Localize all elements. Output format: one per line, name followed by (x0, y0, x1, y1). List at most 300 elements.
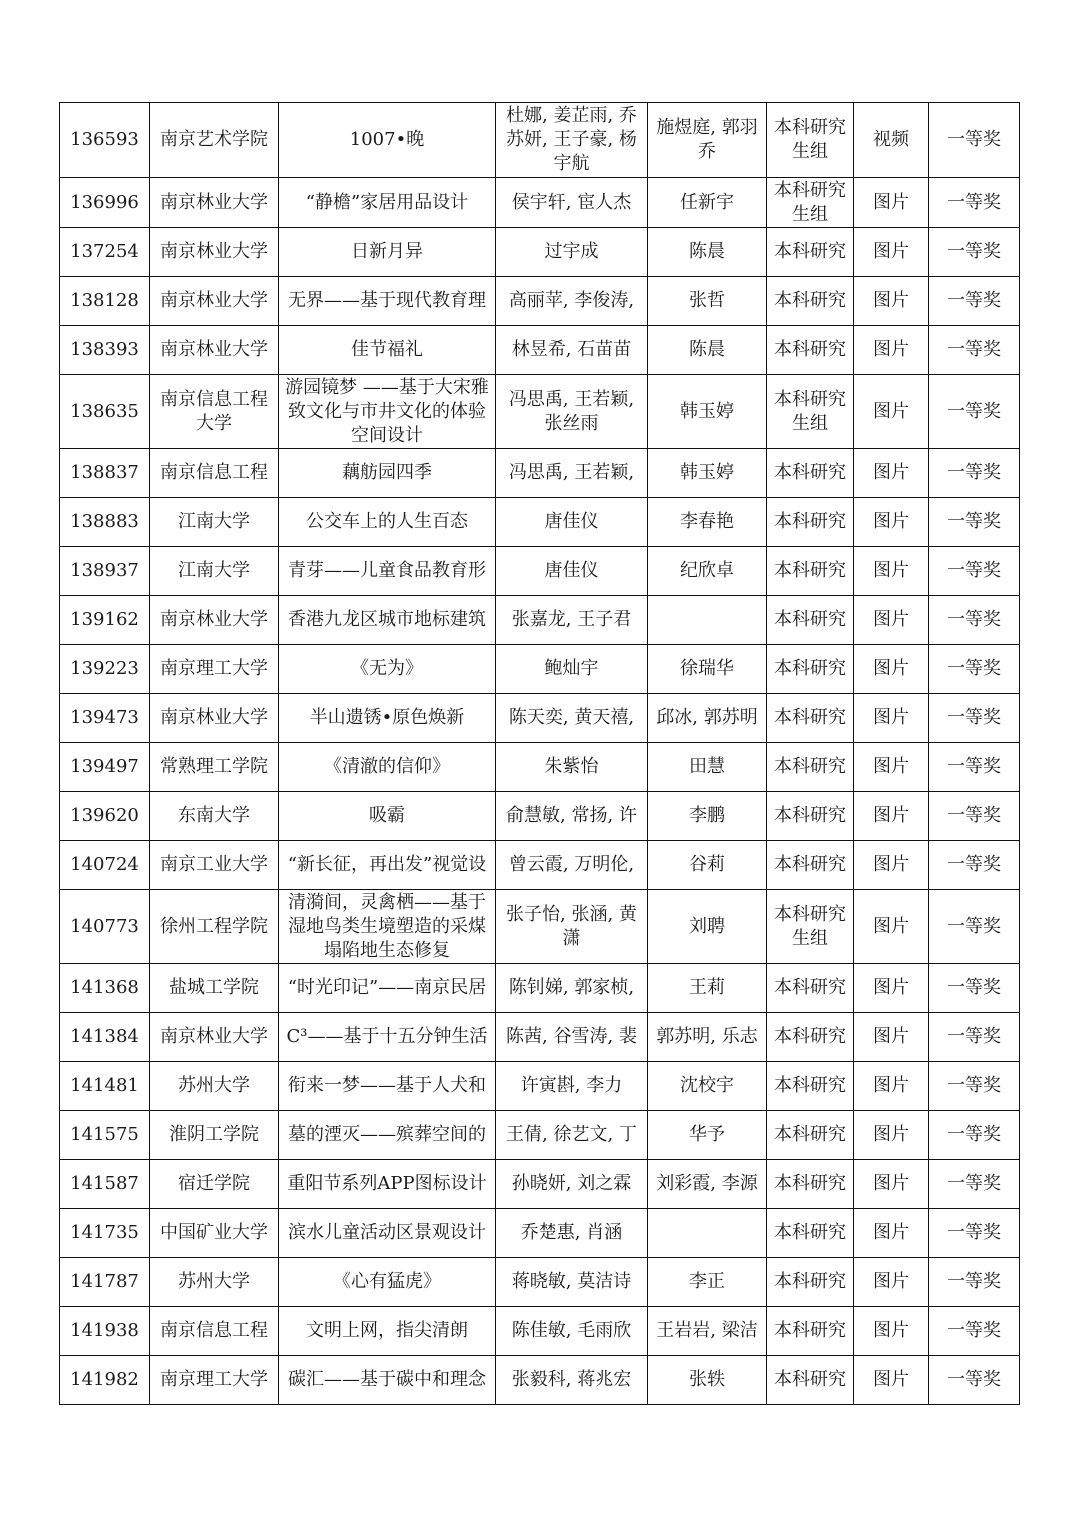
entry-id-cell (60, 103, 150, 178)
work-type-text: 图片 (873, 1173, 909, 1194)
school-cell (150, 645, 279, 694)
advisors-cell (648, 1013, 767, 1062)
work-type-text: 图片 (873, 805, 909, 826)
group-text: 本科研究生组 (774, 117, 846, 162)
advisors-text: 田慧 (689, 756, 725, 777)
school-text: 南京信息工程大学 (160, 388, 268, 434)
group-cell (767, 178, 854, 228)
entry-id-cell (60, 890, 150, 964)
entry-id-text: 140724 (70, 854, 139, 875)
work-type-cell (854, 645, 929, 694)
entry-id-text: 141982 (70, 1369, 139, 1390)
entry-id-text: 141938 (70, 1320, 139, 1341)
school-text: 南京信息工程 (160, 462, 268, 483)
school-text: 南京信息工程 (160, 1320, 268, 1341)
entry-id-cell (60, 694, 150, 743)
authors-text: 冯思禹, 王若颖, (508, 462, 635, 483)
work-title-text: 清漪间，灵禽栖——基于湿地鸟类生境塑造的采煤塌陷地生态修复 (288, 891, 486, 961)
work-title-cell (279, 1356, 496, 1405)
work-type-cell (854, 178, 929, 228)
work-title-text: C³——基于十五分钟生活 (286, 1026, 488, 1047)
entry-id-cell (60, 326, 150, 375)
authors-cell (496, 1013, 648, 1062)
table-row (60, 743, 1020, 792)
table-row (60, 841, 1020, 890)
entry-id-cell (60, 1160, 150, 1209)
work-title-text: 藕舫园四季 (342, 462, 432, 483)
school-cell (150, 841, 279, 890)
table-row (60, 596, 1020, 645)
work-type-text: 图片 (873, 756, 909, 777)
table-row (60, 1062, 1020, 1111)
advisors-text: 韩玉婷 (680, 462, 734, 483)
school-cell (150, 1307, 279, 1356)
school-text: 南京理工大学 (160, 658, 268, 679)
school-cell (150, 1356, 279, 1405)
group-text: 本科研究 (774, 1124, 846, 1145)
school-text: 宿迁学院 (178, 1173, 250, 1194)
group-text: 本科研究生组 (774, 179, 846, 225)
advisors-cell (648, 103, 767, 178)
authors-cell (496, 694, 648, 743)
authors-cell (496, 178, 648, 228)
work-type-cell (854, 792, 929, 841)
work-title-text: 吸霸 (369, 805, 405, 826)
authors-text: 杜娜, 姜芷雨, 乔苏妍, 王子豪, 杨宇航 (506, 105, 637, 174)
advisors-text: 李正 (689, 1271, 725, 1292)
table-row (60, 1013, 1020, 1062)
award-cell (929, 792, 1020, 841)
entry-id-text: 138837 (70, 462, 139, 483)
advisors-cell (648, 449, 767, 498)
award-text: 一等奖 (947, 805, 1001, 826)
group-cell (767, 1111, 854, 1160)
school-text: 南京艺术学院 (160, 129, 268, 150)
entry-id-cell (60, 841, 150, 890)
advisors-text: 纪欣卓 (680, 560, 734, 581)
table-row (60, 228, 1020, 277)
school-cell (150, 1258, 279, 1307)
table-row (60, 449, 1020, 498)
work-type-cell (854, 228, 929, 277)
group-cell (767, 228, 854, 277)
authors-text: 冯思禹, 王若颖, 张丝雨 (508, 388, 635, 434)
work-title-cell (279, 547, 496, 596)
advisors-text: 韩玉婷 (680, 400, 734, 422)
group-text: 本科研究 (774, 977, 846, 998)
work-title-cell (279, 694, 496, 743)
group-cell (767, 547, 854, 596)
award-text: 一等奖 (947, 339, 1001, 360)
group-cell (767, 1062, 854, 1111)
group-text: 本科研究 (774, 658, 846, 679)
advisors-cell (648, 1258, 767, 1307)
award-cell (929, 103, 1020, 178)
work-title-text: 公交车上的人生百态 (306, 511, 468, 532)
work-type-text: 图片 (873, 191, 909, 213)
work-title-text: 《清澈的信仰》 (324, 756, 450, 777)
work-title-text: 日新月异 (351, 241, 423, 262)
work-title-cell (279, 228, 496, 277)
work-type-text: 视频 (873, 129, 909, 150)
work-type-text: 图片 (873, 339, 909, 360)
advisors-cell (648, 1111, 767, 1160)
entry-id-text: 138635 (70, 400, 139, 422)
work-type-cell (854, 103, 929, 178)
award-cell (929, 743, 1020, 792)
award-cell (929, 1356, 1020, 1405)
award-cell (929, 645, 1020, 694)
award-text: 一等奖 (947, 977, 1001, 998)
work-title-cell (279, 1062, 496, 1111)
table-row (60, 890, 1020, 964)
entry-id-text: 139620 (70, 805, 139, 826)
work-title-cell (279, 1111, 496, 1160)
authors-cell (496, 1258, 648, 1307)
group-text: 本科研究 (774, 511, 846, 532)
school-cell (150, 890, 279, 964)
work-type-text: 图片 (873, 400, 909, 422)
award-cell (929, 841, 1020, 890)
work-title-text: 游园镜梦 ——基于大宋雅致文化与市井文化的体验空间设计 (285, 376, 489, 446)
entry-id-cell (60, 375, 150, 449)
group-cell (767, 645, 854, 694)
awards-table (59, 102, 1020, 1405)
entry-id-text: 139497 (70, 756, 139, 777)
group-text: 本科研究 (774, 1320, 846, 1341)
award-cell (929, 547, 1020, 596)
school-cell (150, 743, 279, 792)
entry-id-cell (60, 743, 150, 792)
group-text: 本科研究 (774, 1026, 846, 1047)
work-type-text: 图片 (873, 290, 909, 311)
advisors-cell (648, 743, 767, 792)
work-title-text: 青芽——儿童食品教育形 (288, 560, 486, 581)
authors-cell (496, 645, 648, 694)
entry-id-text: 137254 (70, 241, 139, 262)
work-type-cell (854, 1356, 929, 1405)
work-title-text: 滨水儿童活动区景观设计 (288, 1222, 486, 1243)
work-type-cell (854, 547, 929, 596)
school-cell (150, 792, 279, 841)
group-text: 本科研究 (774, 339, 846, 360)
advisors-cell (648, 228, 767, 277)
work-title-cell (279, 277, 496, 326)
authors-text: 唐佳仪 (544, 511, 599, 532)
advisors-text: 张哲 (689, 290, 725, 311)
authors-cell (496, 228, 648, 277)
table-row (60, 1111, 1020, 1160)
group-cell (767, 1356, 854, 1405)
advisors-text: 王莉 (689, 977, 725, 998)
award-cell (929, 277, 1020, 326)
award-cell (929, 1307, 1020, 1356)
table-row (60, 1307, 1020, 1356)
work-title-cell (279, 1013, 496, 1062)
award-text: 一等奖 (947, 658, 1001, 679)
group-text: 本科研究 (774, 1173, 846, 1194)
school-cell (150, 1062, 279, 1111)
school-cell (150, 547, 279, 596)
advisors-cell (648, 1160, 767, 1209)
entry-id-text: 140773 (70, 915, 139, 937)
table-row (60, 645, 1020, 694)
award-cell (929, 228, 1020, 277)
group-text: 本科研究 (774, 560, 846, 581)
entry-id-text: 141575 (70, 1124, 139, 1145)
group-text: 本科研究 (774, 854, 846, 875)
school-cell (150, 1013, 279, 1062)
group-text: 本科研究生组 (774, 903, 846, 949)
authors-text: 王倩, 徐艺文, 丁 (506, 1124, 637, 1145)
authors-cell (496, 1111, 648, 1160)
award-cell (929, 694, 1020, 743)
authors-cell (496, 103, 648, 178)
award-cell (929, 1258, 1020, 1307)
work-type-cell (854, 277, 929, 326)
school-cell (150, 178, 279, 228)
authors-cell (496, 547, 648, 596)
authors-text: 侯宇轩, 宦人杰 (511, 191, 632, 213)
authors-text: 林昱希, 石苗苗 (511, 339, 632, 360)
group-cell (767, 743, 854, 792)
group-text: 本科研究 (774, 1369, 846, 1390)
authors-cell (496, 277, 648, 326)
authors-text: 许寅斟, 李力 (520, 1075, 623, 1096)
advisors-text: 陈晨 (689, 241, 725, 262)
entry-id-cell (60, 178, 150, 228)
group-text: 本科研究 (774, 707, 846, 728)
entry-id-text: 139473 (70, 707, 139, 728)
work-type-cell (854, 1013, 929, 1062)
work-type-cell (854, 596, 929, 645)
entry-id-text: 141384 (70, 1026, 139, 1047)
award-text: 一等奖 (947, 1124, 1001, 1145)
work-type-cell (854, 498, 929, 547)
award-text: 一等奖 (947, 290, 1001, 311)
work-type-cell (854, 743, 929, 792)
school-text: 常熟理工学院 (160, 756, 268, 777)
authors-cell (496, 890, 648, 964)
table-row (60, 1209, 1020, 1258)
award-text: 一等奖 (947, 854, 1001, 875)
entry-id-text: 136593 (70, 129, 139, 150)
advisors-text: 刘聘 (689, 915, 725, 937)
advisors-text: 刘彩霞, 李源 (656, 1173, 758, 1194)
work-title-text: 衔来一梦——基于人犬和 (288, 1075, 486, 1096)
group-cell (767, 449, 854, 498)
authors-cell (496, 596, 648, 645)
school-text: 南京林业大学 (160, 241, 268, 262)
advisors-text: 邱冰, 郭苏明 (656, 707, 758, 728)
advisors-cell (648, 792, 767, 841)
table-row (60, 498, 1020, 547)
authors-text: 朱紫怡 (544, 756, 599, 777)
entry-id-cell (60, 1258, 150, 1307)
work-type-cell (854, 964, 929, 1013)
work-title-text: “时光印记”——南京民居 (287, 977, 487, 998)
work-title-text: 无界——基于现代教育理 (288, 290, 486, 311)
entry-id-cell (60, 792, 150, 841)
work-title-cell (279, 743, 496, 792)
group-cell (767, 1209, 854, 1258)
school-cell (150, 596, 279, 645)
advisors-text: 张轶 (689, 1369, 725, 1390)
entry-id-text: 136996 (70, 191, 139, 213)
award-text: 一等奖 (947, 1271, 1001, 1292)
school-cell (150, 375, 279, 449)
advisors-cell (648, 1062, 767, 1111)
work-title-text: 墓的湮灭——殡葬空间的 (288, 1124, 486, 1145)
school-text: 南京林业大学 (160, 1026, 268, 1047)
school-text: 东南大学 (178, 805, 250, 826)
table-row (60, 375, 1020, 449)
group-cell (767, 375, 854, 449)
school-text: 南京工业大学 (160, 854, 268, 875)
entry-id-cell (60, 645, 150, 694)
work-title-text: 1007•晚 (349, 129, 425, 150)
group-text: 本科研究 (774, 756, 846, 777)
work-type-text: 图片 (873, 609, 909, 630)
entry-id-text: 138937 (70, 560, 139, 581)
group-text: 本科研究 (774, 609, 846, 630)
school-cell (150, 1111, 279, 1160)
entry-id-text: 141587 (70, 1173, 139, 1194)
group-text: 本科研究 (774, 241, 846, 262)
advisors-text: 郭苏明, 乐志 (656, 1026, 758, 1047)
entry-id-cell (60, 498, 150, 547)
group-text: 本科研究 (774, 462, 846, 483)
award-text: 一等奖 (947, 241, 1001, 262)
school-text: 徐州工程学院 (160, 915, 268, 937)
work-title-text: “静檐”家居用品设计 (305, 191, 469, 213)
advisors-text: 任新宇 (680, 191, 734, 213)
work-type-text: 图片 (873, 915, 909, 937)
work-title-cell (279, 596, 496, 645)
advisors-text: 王岩岩, 梁洁 (656, 1320, 758, 1341)
group-cell (767, 1013, 854, 1062)
work-title-cell (279, 964, 496, 1013)
work-type-text: 图片 (873, 511, 909, 532)
table-row (60, 1160, 1020, 1209)
group-cell (767, 326, 854, 375)
authors-cell (496, 326, 648, 375)
school-cell (150, 1209, 279, 1258)
entry-id-cell (60, 1013, 150, 1062)
advisors-cell (648, 178, 767, 228)
award-text: 一等奖 (947, 1026, 1001, 1047)
advisors-cell (648, 277, 767, 326)
school-cell (150, 1160, 279, 1209)
work-type-cell (854, 1209, 929, 1258)
award-cell (929, 375, 1020, 449)
advisors-cell (648, 547, 767, 596)
table-row (60, 103, 1020, 178)
work-title-cell (279, 1307, 496, 1356)
work-title-cell (279, 841, 496, 890)
work-title-cell (279, 375, 496, 449)
advisors-cell (648, 890, 767, 964)
table-row (60, 964, 1020, 1013)
school-text: 苏州大学 (178, 1271, 250, 1292)
authors-text: 张毅科, 蒋兆宏 (511, 1369, 632, 1390)
authors-text: 曾云霞, 万明伦, (508, 854, 635, 875)
school-text: 南京理工大学 (160, 1369, 268, 1390)
work-type-text: 图片 (873, 854, 909, 875)
work-title-cell (279, 178, 496, 228)
award-cell (929, 1062, 1020, 1111)
work-title-cell (279, 890, 496, 964)
group-cell (767, 498, 854, 547)
advisors-cell (648, 1307, 767, 1356)
group-text: 本科研究生组 (774, 388, 846, 434)
work-type-text: 图片 (873, 1369, 909, 1390)
work-type-text: 图片 (873, 1271, 909, 1292)
group-text: 本科研究 (774, 1075, 846, 1096)
work-type-cell (854, 449, 929, 498)
school-text: 南京林业大学 (160, 290, 268, 311)
advisors-cell (648, 694, 767, 743)
advisors-text: 谷莉 (689, 854, 725, 875)
advisors-text: 陈晨 (689, 339, 725, 360)
table-row (60, 326, 1020, 375)
work-title-cell (279, 645, 496, 694)
authors-cell (496, 841, 648, 890)
advisors-cell (648, 964, 767, 1013)
entry-id-text: 141787 (70, 1271, 139, 1292)
advisors-cell (648, 1356, 767, 1405)
group-cell (767, 596, 854, 645)
entry-id-text: 141368 (70, 977, 139, 998)
award-cell (929, 1013, 1020, 1062)
authors-text: 陈茜, 谷雪涛, 裴 (506, 1026, 637, 1047)
advisors-cell (648, 841, 767, 890)
school-text: 江南大学 (178, 560, 250, 581)
authors-text: 蒋晓敏, 莫洁诗 (511, 1271, 632, 1292)
entry-id-cell (60, 596, 150, 645)
authors-text: 孙晓妍, 刘之霖 (511, 1173, 632, 1194)
school-text: 江南大学 (178, 511, 250, 532)
entry-id-text: 138883 (70, 511, 139, 532)
authors-text: 高丽苹, 李俊涛, (508, 290, 635, 311)
school-cell (150, 326, 279, 375)
work-title-cell (279, 1209, 496, 1258)
table-row (60, 1258, 1020, 1307)
work-title-text: 重阳节系列APP图标设计 (287, 1173, 487, 1194)
advisors-cell (648, 326, 767, 375)
award-cell (929, 498, 1020, 547)
award-cell (929, 326, 1020, 375)
authors-text: 张子怡, 张涵, 黄潇 (506, 903, 637, 949)
work-title-text: “新长征，再出发”视觉设 (287, 854, 487, 875)
award-cell (929, 890, 1020, 964)
table-row (60, 547, 1020, 596)
authors-cell (496, 1209, 648, 1258)
work-type-cell (854, 1062, 929, 1111)
work-type-cell (854, 1258, 929, 1307)
work-title-text: 《无为》 (351, 658, 423, 679)
advisors-text: 华予 (689, 1124, 725, 1145)
award-text: 一等奖 (947, 707, 1001, 728)
work-title-text: 半山遗锈•原色焕新 (309, 707, 465, 728)
work-title-text: 佳节福礼 (351, 339, 423, 360)
work-title-text: 《心有猛虎》 (333, 1271, 441, 1292)
advisors-text: 徐瑞华 (680, 658, 734, 679)
school-cell (150, 277, 279, 326)
award-cell (929, 1209, 1020, 1258)
advisors-cell (648, 645, 767, 694)
work-type-text: 图片 (873, 1026, 909, 1047)
